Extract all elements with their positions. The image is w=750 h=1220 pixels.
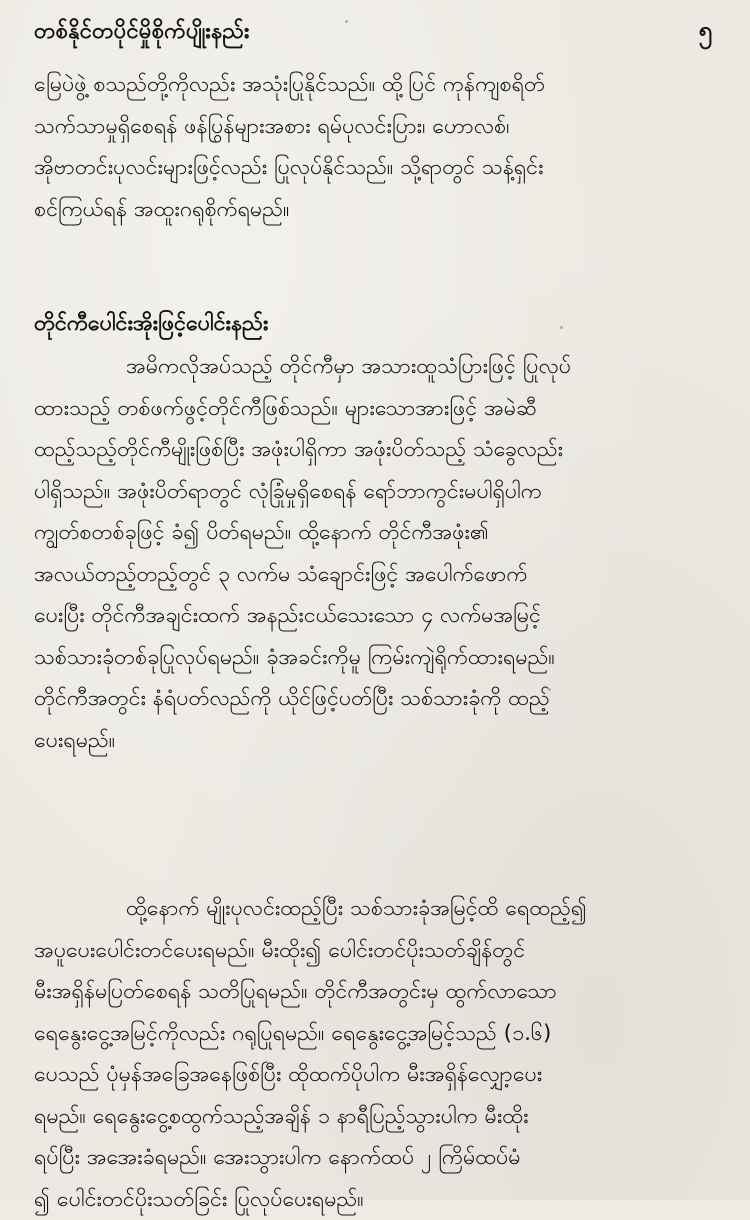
paper-speck xyxy=(548,688,551,691)
paper-speck xyxy=(560,326,563,329)
section-heading: တိုင်ကီပေါင်းအိုးဖြင့်ပေါင်းနည်း xyxy=(34,311,269,336)
paragraph-steaming: ထို့နောက် မျိုးပုလင်းထည့်ပြီး သစ်သားခုံအမြင့်ထိ ရေထည့်၍ အပူပေးပေါင်းတင်ပေးရမည်။ မီးထိုး၍ ပေါင်းတင်ပိုးသတ်ချိန်တွင် မီးအရှိန်မပြတ်စေရန် သတိပြုရမည်။ တိုင်ကီအတွင်းမှ ထွက်လာသော ရေနွေးငွေ့အမြင့်ကိုလည်း ဂရုပြုရမည်။ ရေနွေးငွေ့အမြင့်သည် (၁.၆) ပေသည် ပုံမှန်အခြေအနေဖြစ်ပြီး ထိုထက်ပိုပါက မီးအရှိန်လျှော့ပေး ရမည်။ ရေနွေးငွေ့စထွက်သည့်အချိန် ၁ နာရီပြည့်သွားပါက မီးထိုး ရပ်ပြီး အအေးခံရမည်။ အေးသွားပါက နောက်ထပ် ၂ ကြိမ်ထပ်မံ ၍ ပေါင်းတင်ပိုးသတ်ခြင်း ပြုလုပ်ပေးရမည်။ xyxy=(34,896,587,1212)
page-number: ၅ xyxy=(698,16,712,44)
page-header xyxy=(34,10,720,54)
running-title: တစ်နိုင်တပိုင်မှိုစိုက်ပျိုးနည်း xyxy=(34,18,250,44)
paragraph-intro: မြေပဲဖွဲ့ စသည်တို့ကိုလည်း အသုံးပြုနိုင်သည်။ ထို့ပြင် ကုန်ကျစရိတ် သက်သာမှုရှိစေရန် ဖန်ပြွန်များအစား ရမ်ပုလင်းပြား၊ ဟောလစ်၊ အိုဗာတင်းပုလင်းများဖြင့်လည်း ပြုလုပ်နိုင်သည်။ သို့ရာတွင် သန့်ရှင်း စင်ကြယ်ရန် အထူးဂရုစိုက်ရမည်။ xyxy=(34,72,545,222)
paragraph-tank-setup: အမိကလိုအပ်သည့် တိုင်ကီမှာ အသားထူသံပြားဖြင့် ပြုလုပ် ထားသည့် တစ်ဖက်ဖွင့်တိုင်ကီဖြစ်သည်။ များသောအားဖြင့် အမဲဆီ ထည့်သည့်တိုင်ကီမျိုးဖြစ်ပြီး အဖုံးပါရှိကာ အဖုံးပိတ်သည့် သံခွေလည်း ပါရှိသည်။ အဖုံးပိတ်ရာတွင် လုံခြုံမှုရှိစေရန် ရော်ဘာကွင်းမပါရှိပါက ကျွတ်စတစ်ခုဖြင့် ခံ၍ ပိတ်ရမည်။ ထို့နောက် တိုင်ကီအဖုံး၏ အလယ်တည့်တည့်တွင် ၃ လက်မ သံချောင်းဖြင့် အပေါက်ဖောက် ပေးပြီး တိုင်ကီအချင်းထက် အနည်းငယ်သေးသော ၄ လက်မအမြင့် သစ်သားခုံတစ်ခုပြုလုပ်ရမည်။ ခုံအခင်းကိုမူ ကြမ်းကျဲရိုက်ထားရမည်။ တိုင်ကီအတွင်း နံရံပတ်လည်ကို ယိုင်ဖြင့်ပတ်ပြီး သစ်သားခုံကို ထည့် ပေးရမည်။ xyxy=(34,354,571,753)
paper-speck xyxy=(345,20,348,23)
